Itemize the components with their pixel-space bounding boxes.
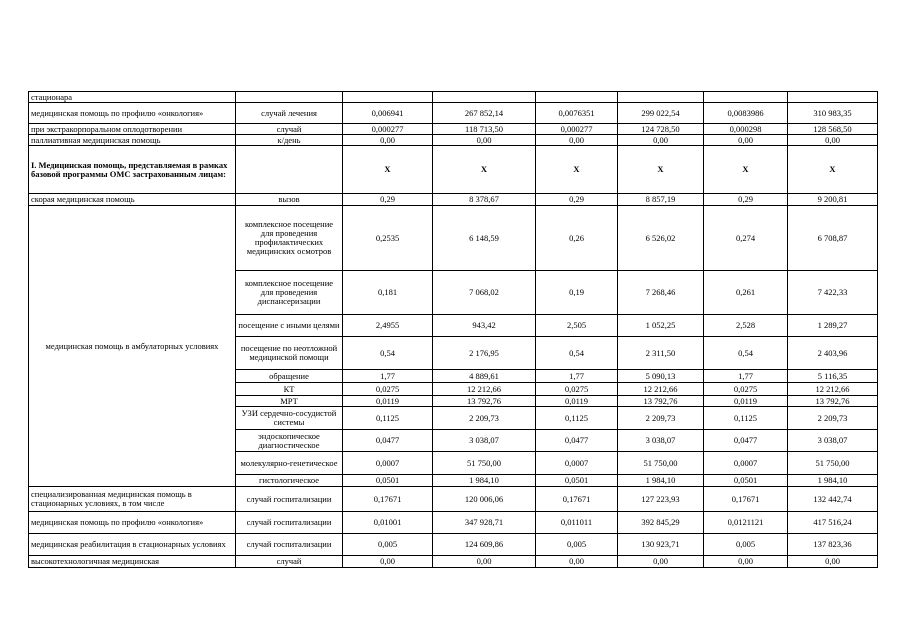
value-cell: 0,0121121 — [704, 512, 788, 534]
unit-cell: случай госпитализации — [236, 487, 343, 512]
unit-cell: УЗИ сердечно-сосудистой системы — [236, 407, 343, 430]
value-cell: 0,29 — [536, 194, 618, 206]
value-cell: 5 116,35 — [788, 370, 878, 383]
value-cell: 6 708,87 — [788, 206, 878, 271]
unit-cell: вызов — [236, 194, 343, 206]
value-cell: 7 268,46 — [618, 271, 704, 315]
value-cell: 2 209,73 — [433, 407, 536, 430]
value-cell: 0,0477 — [343, 430, 433, 452]
value-cell: 0,00 — [536, 135, 618, 146]
value-cell: 0,000277 — [343, 124, 433, 135]
value-cell: 0,274 — [704, 206, 788, 271]
value-cell: 0,0007 — [704, 452, 788, 475]
value-cell: 0,17671 — [536, 487, 618, 512]
unit-cell: гистологическое — [236, 475, 343, 487]
value-cell: 120 006,06 — [433, 487, 536, 512]
value-cell: X — [343, 146, 433, 194]
value-cell: 12 212,66 — [788, 383, 878, 396]
value-cell: 9 200,81 — [788, 194, 878, 206]
value-cell: X — [536, 146, 618, 194]
value-cell: 7 068,02 — [433, 271, 536, 315]
value-cell: 3 038,07 — [433, 430, 536, 452]
row-name: медицинская помощь по профилю «онкология» — [29, 103, 236, 124]
value-cell: 2 209,73 — [788, 407, 878, 430]
table-row — [29, 194, 878, 206]
value-cell: 0,00 — [618, 556, 704, 568]
value-cell: 13 792,76 — [788, 396, 878, 407]
row-name: стационара — [29, 92, 236, 103]
row-name: медицинская помощь в амбулаторных условиях — [29, 206, 236, 487]
value-cell: 130 923,71 — [618, 534, 704, 556]
value-cell: 0,000298 — [704, 124, 788, 135]
value-cell: 51 750,00 — [433, 452, 536, 475]
value-cell: 0,19 — [536, 271, 618, 315]
value-cell: 0,0275 — [536, 383, 618, 396]
value-cell: 310 983,35 — [788, 103, 878, 124]
value-cell: 5 090,13 — [618, 370, 704, 383]
value-cell: 0,00 — [343, 556, 433, 568]
unit-cell: обращение — [236, 370, 343, 383]
value-cell: 0,00 — [433, 135, 536, 146]
value-cell: 0,00 — [618, 135, 704, 146]
value-cell: 0,00 — [788, 135, 878, 146]
value-cell: 0,005 — [343, 534, 433, 556]
row-name: специализированная медицинская помощь в стационарных условиях, в том числе — [29, 487, 236, 512]
value-cell — [343, 92, 433, 103]
value-cell: 124 609,86 — [433, 534, 536, 556]
value-cell: 347 928,71 — [433, 512, 536, 534]
value-cell: 0,1125 — [704, 407, 788, 430]
value-cell: 1,77 — [704, 370, 788, 383]
value-cell — [433, 92, 536, 103]
value-cell: 1,77 — [343, 370, 433, 383]
value-cell: 0,0119 — [343, 396, 433, 407]
value-cell: 0,0007 — [343, 452, 433, 475]
value-cell: 299 022,54 — [618, 103, 704, 124]
value-cell: X — [433, 146, 536, 194]
value-cell: 0,17671 — [704, 487, 788, 512]
value-cell: 6 526,02 — [618, 206, 704, 271]
row-name: медицинская помощь по профилю «онкология» — [29, 512, 236, 534]
value-cell: 1 984,10 — [788, 475, 878, 487]
value-cell: 51 750,00 — [618, 452, 704, 475]
value-cell: 0,0119 — [536, 396, 618, 407]
unit-cell: посещение по неотложной медицинской помощи — [236, 337, 343, 370]
value-cell: 132 442,74 — [788, 487, 878, 512]
value-cell: 0,0501 — [704, 475, 788, 487]
unit-cell: МРТ — [236, 396, 343, 407]
unit-cell: к/день — [236, 135, 343, 146]
value-cell — [788, 92, 878, 103]
value-cell: 0,0477 — [536, 430, 618, 452]
value-cell: 0,0083986 — [704, 103, 788, 124]
value-cell: 2 403,96 — [788, 337, 878, 370]
value-cell: 2,505 — [536, 315, 618, 337]
value-cell: 0,261 — [704, 271, 788, 315]
table-row — [29, 135, 878, 146]
value-cell: 0,29 — [704, 194, 788, 206]
value-cell: 137 823,36 — [788, 534, 878, 556]
unit-cell: случай лечения — [236, 103, 343, 124]
value-cell: 0,0501 — [343, 475, 433, 487]
value-cell: 127 223,93 — [618, 487, 704, 512]
value-cell: 0,011011 — [536, 512, 618, 534]
table-row — [29, 556, 878, 568]
value-cell: 0,54 — [704, 337, 788, 370]
value-cell: 0,00 — [788, 556, 878, 568]
value-cell — [536, 92, 618, 103]
table-row — [29, 92, 878, 103]
value-cell: 0,01001 — [343, 512, 433, 534]
value-cell: 0,0076351 — [536, 103, 618, 124]
value-cell: 0,006941 — [343, 103, 433, 124]
table-row — [29, 103, 878, 124]
unit-cell: посещение с иными целями — [236, 315, 343, 337]
table-row — [29, 124, 878, 135]
value-cell: 0,0275 — [704, 383, 788, 396]
value-cell: X — [704, 146, 788, 194]
unit-cell: КТ — [236, 383, 343, 396]
unit-cell — [236, 92, 343, 103]
value-cell: 0,0275 — [343, 383, 433, 396]
value-cell: 0,1125 — [343, 407, 433, 430]
value-cell: 2 176,95 — [433, 337, 536, 370]
value-cell: 2,528 — [704, 315, 788, 337]
value-cell: 0,00 — [343, 135, 433, 146]
value-cell: 0,00 — [433, 556, 536, 568]
unit-cell: молекулярно-генетическое — [236, 452, 343, 475]
value-cell: 0,0477 — [704, 430, 788, 452]
value-cell: 267 852,14 — [433, 103, 536, 124]
value-cell: 12 212,66 — [618, 383, 704, 396]
value-cell: 392 845,29 — [618, 512, 704, 534]
value-cell — [704, 92, 788, 103]
value-cell: 6 148,59 — [433, 206, 536, 271]
value-cell: 124 728,50 — [618, 124, 704, 135]
value-cell: 0,1125 — [536, 407, 618, 430]
value-cell: 0,2535 — [343, 206, 433, 271]
table-row — [29, 534, 878, 556]
row-name: I. Медицинская помощь, представляемая в рамках базовой программы ОМС застрахованным лицам: — [29, 146, 236, 194]
unit-cell: комплексное посещение для проведения профилактических медицинских осмотров — [236, 206, 343, 271]
norms-table — [28, 91, 878, 568]
value-cell: 13 792,76 — [618, 396, 704, 407]
value-cell: 8 857,19 — [618, 194, 704, 206]
value-cell: 0,181 — [343, 271, 433, 315]
value-cell: 1 289,27 — [788, 315, 878, 337]
value-cell: 943,42 — [433, 315, 536, 337]
unit-cell — [236, 146, 343, 194]
row-name: медицинская реабилитация в стационарных условиях — [29, 534, 236, 556]
value-cell: 1 984,10 — [433, 475, 536, 487]
table-row — [29, 512, 878, 534]
table-row — [29, 206, 878, 271]
value-cell: 3 038,07 — [618, 430, 704, 452]
value-cell: 4 889,61 — [433, 370, 536, 383]
value-cell: 13 792,76 — [433, 396, 536, 407]
value-cell: 0,54 — [536, 337, 618, 370]
row-name: скорая медицинская помощь — [29, 194, 236, 206]
value-cell: 2 311,50 — [618, 337, 704, 370]
value-cell: 0,00 — [704, 135, 788, 146]
unit-cell: случай — [236, 124, 343, 135]
value-cell: 0,17671 — [343, 487, 433, 512]
value-cell: 1 984,10 — [618, 475, 704, 487]
value-cell: 2 209,73 — [618, 407, 704, 430]
value-cell: 7 422,33 — [788, 271, 878, 315]
value-cell: 0,0007 — [536, 452, 618, 475]
value-cell: 0,000277 — [536, 124, 618, 135]
value-cell: 0,00 — [536, 556, 618, 568]
value-cell: 0,54 — [343, 337, 433, 370]
value-cell: 8 378,67 — [433, 194, 536, 206]
value-cell: 0,00 — [704, 556, 788, 568]
table-row — [29, 146, 878, 194]
unit-cell: случай госпитализации — [236, 534, 343, 556]
unit-cell: случай — [236, 556, 343, 568]
value-cell: 12 212,66 — [433, 383, 536, 396]
row-name: при экстракорпоральном оплодотворении — [29, 124, 236, 135]
value-cell: 118 713,50 — [433, 124, 536, 135]
value-cell: 0,0501 — [536, 475, 618, 487]
value-cell: 0,005 — [536, 534, 618, 556]
row-name: высокотехнологичная медицинская — [29, 556, 236, 568]
unit-cell: комплексное посещение для проведения диспансеризации — [236, 271, 343, 315]
value-cell: 51 750,00 — [788, 452, 878, 475]
value-cell: 1,77 — [536, 370, 618, 383]
value-cell: X — [788, 146, 878, 194]
value-cell: 3 038,07 — [788, 430, 878, 452]
row-name: паллиативная медицинская помощь — [29, 135, 236, 146]
value-cell: 0,0119 — [704, 396, 788, 407]
value-cell: 0,005 — [704, 534, 788, 556]
table-row — [29, 487, 878, 512]
unit-cell: эндоскопическое диагностическое — [236, 430, 343, 452]
value-cell: 0,26 — [536, 206, 618, 271]
value-cell: 417 516,24 — [788, 512, 878, 534]
value-cell: 1 052,25 — [618, 315, 704, 337]
value-cell — [618, 92, 704, 103]
value-cell: 2,4955 — [343, 315, 433, 337]
value-cell: X — [618, 146, 704, 194]
unit-cell: случай госпитализации — [236, 512, 343, 534]
value-cell: 128 568,50 — [788, 124, 878, 135]
value-cell: 0,29 — [343, 194, 433, 206]
